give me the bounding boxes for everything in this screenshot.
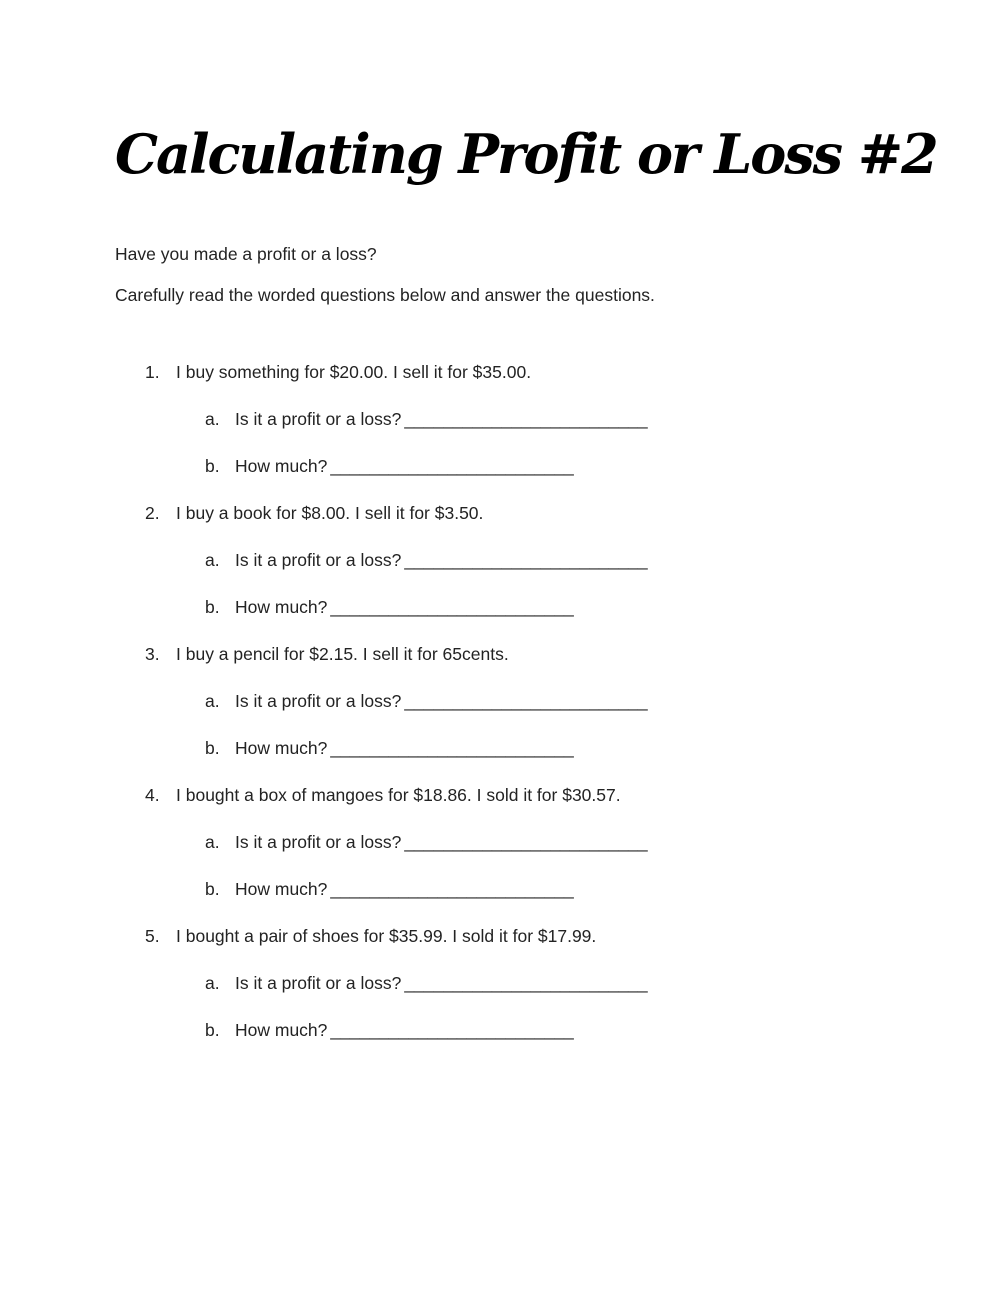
question-text: I buy something for $20.00. I sell it for $35.00. (176, 362, 532, 382)
question-block-2 (115, 503, 910, 617)
subquestion-letter: b. (205, 597, 220, 617)
question-block-3 (115, 644, 910, 758)
subquestion-prompt: How much? (235, 738, 328, 758)
question-text: I bought a pair of shoes for $35.99. I sold it for $17.99. (176, 926, 597, 946)
answer-blank[interactable]: _________________________ (404, 691, 648, 711)
question-text: I buy a book for $8.00. I sell it for $3.50. (176, 503, 484, 523)
subquestion-prompt: Is it a profit or a loss? (235, 691, 402, 711)
subquestion-letter: a. (205, 550, 220, 570)
subquestion-letter: a. (205, 832, 220, 852)
subquestion-letter: a. (205, 409, 220, 429)
subquestion-letter: b. (205, 738, 220, 758)
subquestion-prompt: Is it a profit or a loss? (235, 973, 402, 993)
answer-blank[interactable]: _________________________ (330, 456, 574, 476)
question-block-1 (115, 362, 910, 476)
answer-blank[interactable]: _________________________ (404, 409, 648, 429)
question-number: 1. (145, 362, 160, 382)
intro-line-2: Carefully read the worded questions below and answer the questions. (115, 285, 655, 305)
answer-blank[interactable]: _________________________ (330, 738, 574, 758)
subquestion-prompt: How much? (235, 879, 328, 899)
question-number: 4. (145, 785, 160, 805)
answer-blank[interactable]: _________________________ (330, 1020, 574, 1040)
question-block-5 (115, 926, 910, 1040)
subquestion-prompt: Is it a profit or a loss? (235, 550, 402, 570)
intro-line-1: Have you made a profit or a loss? (115, 244, 377, 264)
subquestion-prompt: How much? (235, 456, 328, 476)
question-text: I buy a pencil for $2.15. I sell it for 65cents. (176, 644, 509, 664)
subquestion-prompt: How much? (235, 597, 328, 617)
question-block-4 (115, 785, 910, 899)
subquestion-prompt: Is it a profit or a loss? (235, 409, 402, 429)
answer-blank[interactable]: _________________________ (404, 550, 648, 570)
subquestion-letter: b. (205, 879, 220, 899)
answer-blank[interactable]: _________________________ (404, 832, 648, 852)
subquestion-letter: a. (205, 691, 220, 711)
answer-blank[interactable]: _________________________ (404, 973, 648, 993)
question-number: 5. (145, 926, 160, 946)
question-number: 2. (145, 503, 160, 523)
subquestion-prompt: How much? (235, 1020, 328, 1040)
question-list (115, 362, 910, 1040)
subquestion-letter: b. (205, 456, 220, 476)
subquestion-prompt: Is it a profit or a loss? (235, 832, 402, 852)
page-title: Calculating Profit or Loss #2 (115, 122, 937, 186)
answer-blank[interactable]: _________________________ (330, 597, 574, 617)
question-number: 3. (145, 644, 160, 664)
answer-blank[interactable]: _________________________ (330, 879, 574, 899)
subquestion-letter: a. (205, 973, 220, 993)
subquestion-letter: b. (205, 1020, 220, 1040)
question-text: I bought a box of mangoes for $18.86. I sold it for $30.57. (176, 785, 621, 805)
